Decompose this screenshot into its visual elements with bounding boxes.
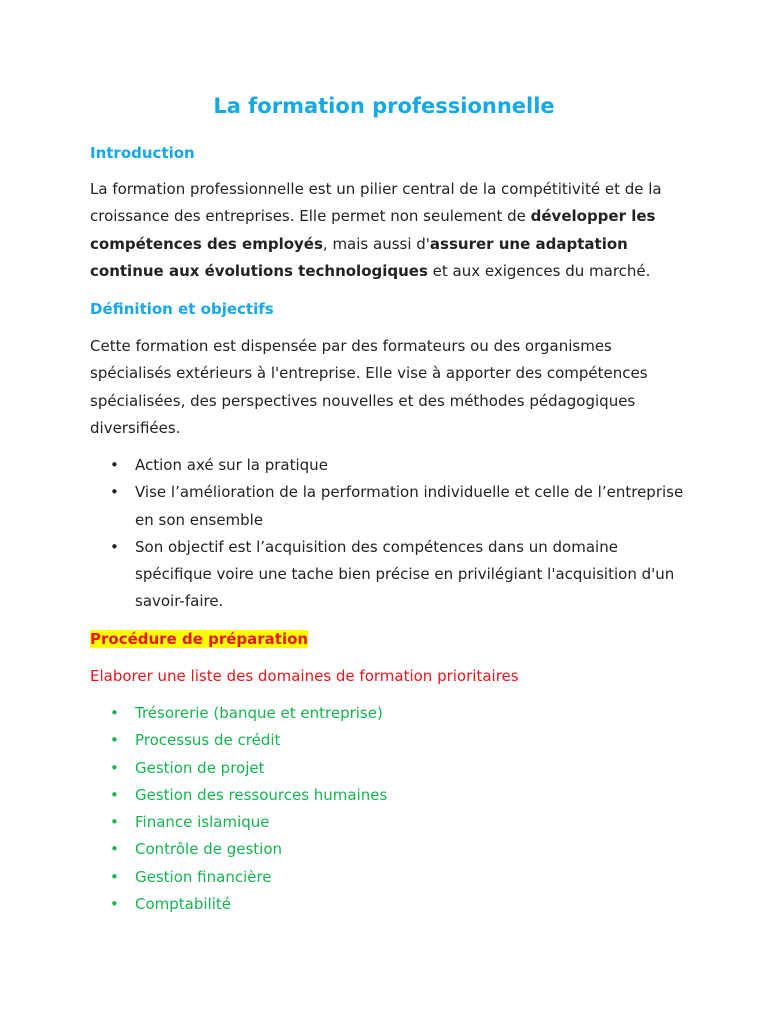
bullet-icon: • — [110, 813, 119, 832]
bullet-icon: • — [110, 895, 119, 914]
bullet-icon: • — [110, 840, 119, 859]
list-item-text: Son objectif est l’acquisition des compétences dans un domaine spécifique voire une tache bien précise en privilégiant l'acquisition d'un savoir-faire. — [135, 537, 675, 611]
list-item — [90, 782, 688, 809]
list-item-text: Comptabilité — [135, 895, 231, 914]
list-item — [90, 891, 688, 918]
bullet-icon: • — [110, 758, 119, 777]
intro-paragraph — [90, 176, 680, 285]
list-item-text: Gestion financière — [135, 867, 272, 886]
definition-paragraph: Cette formation est dispensée par des formateurs ou des organismes spécialisés extérieurs à l'entreprise. Elle vise à apporter des compétences spécialisées, des perspectives nouvelles et des méthodes pédagogiques diversifiées. — [90, 337, 648, 437]
procedure-heading — [90, 629, 308, 649]
list-item — [90, 700, 688, 727]
list-item-text: Vise l’amélioration de la performation individuelle et celle de l’entreprise en son ensemble — [135, 483, 684, 529]
intro-text-1: La formation professionnelle est un pilier central de la compétitivité et de la croissance des entreprises. Elle permet non seulement de — [90, 180, 662, 226]
list-item-text: Contrôle de gestion — [135, 840, 283, 859]
definition-heading: Définition et objectifs — [90, 300, 274, 318]
list-item-text: Processus de crédit — [135, 731, 281, 750]
list-item — [90, 727, 688, 754]
bullet-icon: • — [110, 785, 119, 804]
objectives-list — [90, 452, 688, 616]
training-domains-list — [90, 700, 688, 918]
intro-bold-1: développer les compétences des employés — [90, 207, 656, 253]
bullet-icon: • — [110, 456, 119, 474]
bullet-icon: • — [110, 731, 119, 750]
list-item — [90, 452, 688, 479]
list-item — [90, 534, 688, 616]
intro-heading: Introduction — [90, 144, 195, 162]
list-item — [90, 864, 688, 891]
bullet-icon: • — [110, 537, 119, 556]
list-item-text: Gestion de projet — [135, 758, 265, 777]
bullet-icon: • — [110, 867, 119, 886]
document-title: La formation professionnelle — [213, 94, 555, 118]
list-item-text: Finance islamique — [135, 813, 270, 832]
procedure-subheading: Elaborer une liste des domaines de formation prioritaires — [90, 667, 519, 685]
intro-text-2: , mais aussi d' — [322, 234, 430, 253]
list-item-text: Gestion des ressources humaines — [135, 785, 388, 804]
list-item — [90, 809, 688, 836]
highlighted-heading-text: Procédure de préparation — [90, 630, 309, 648]
list-item-text: Trésorerie (banque et entreprise) — [135, 704, 383, 722]
intro-bold-2: assurer une adaptation continue aux évolutions technologiques — [90, 234, 628, 280]
list-item-text: Action axé sur la pratique — [135, 456, 328, 474]
intro-text-3: et aux exigences du marché. — [427, 261, 651, 280]
list-item — [90, 755, 688, 782]
list-item — [90, 836, 688, 863]
list-item — [90, 479, 688, 534]
bullet-icon: • — [110, 483, 119, 502]
bullet-icon: • — [110, 704, 119, 722]
